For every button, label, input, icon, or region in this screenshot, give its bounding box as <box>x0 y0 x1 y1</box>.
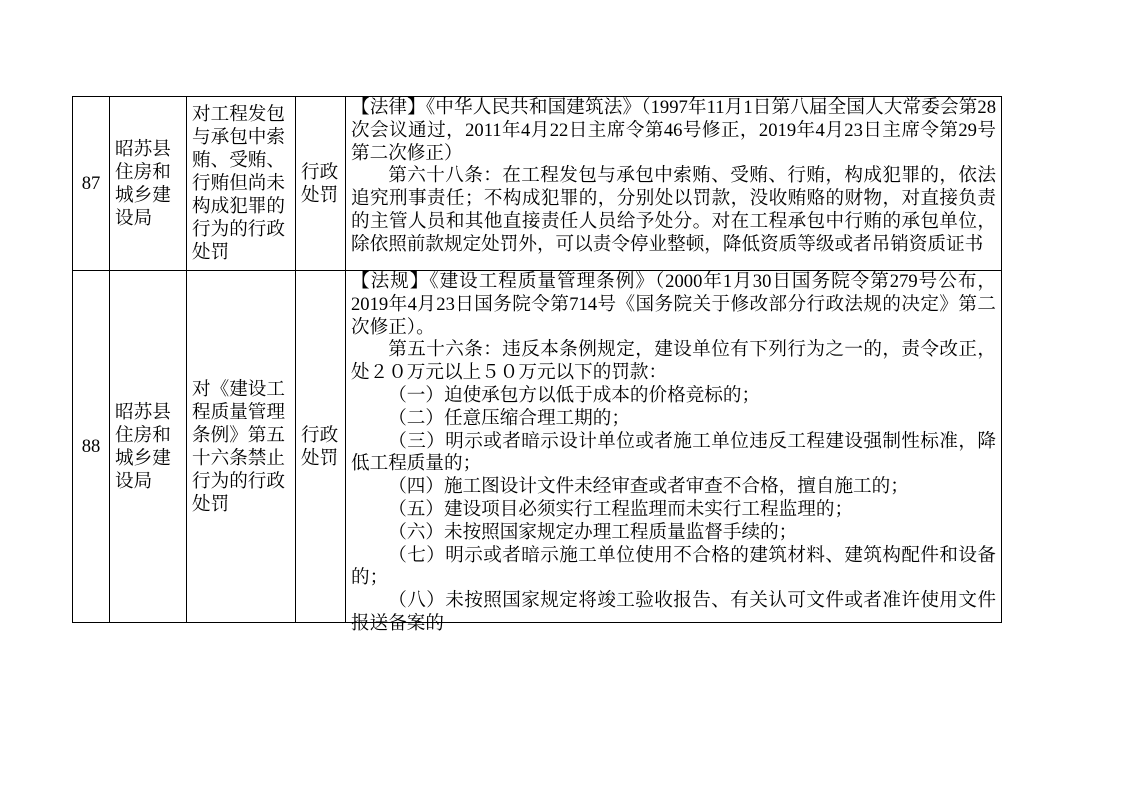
row-number: 88 <box>81 436 101 457</box>
item-name-cell <box>187 271 296 623</box>
category-cell <box>296 271 346 623</box>
category-cell <box>296 97 346 271</box>
legal-basis-citation: 【法律】《中华人民共和国建筑法》（1997年11月1日第八届全国人大常委会第28次会议通过，2011年4月22日主席令第46号修正，2019年4月23日主席令第29号第二次修正） <box>351 97 996 164</box>
category: 行政处罚 <box>301 424 339 469</box>
legal-basis-clause: （一）迫使承包方以低于成本的价格竞标的； <box>388 384 761 406</box>
legal-basis-clause: （四）施工图设计文件未经审查或者审查不合格，擅自施工的； <box>388 476 909 498</box>
item-name: 对工程发包与承包中索贿、受贿、行贿但尚未构成犯罪的行为的行政处罚 <box>192 104 285 263</box>
category: 行政处罚 <box>301 161 339 206</box>
legal-basis-article: 第六十八条：在工程发包与承包中索贿、受贿、行贿，构成犯罪的，依法追究刑事责任；不构成犯罪的，分别处以罚款，没收贿赂的财物，对直接负责的主管人员和其他直接责任人员给予处分。对在工程承包中行贿的承包单位，除依照前款规定处罚外，可以责令停业整顿，降低资质等级或者吊销资质证书 <box>351 165 996 255</box>
legal-basis-clause: （二）任意压缩合理工期的； <box>388 407 630 429</box>
agency-cell <box>110 97 187 271</box>
agency-cell <box>110 271 187 623</box>
penalty-table <box>72 96 1002 634</box>
row-number-cell <box>73 97 110 271</box>
row-number: 87 <box>81 173 101 194</box>
legal-basis-cell <box>346 271 1002 634</box>
legal-basis-cell <box>346 97 1002 271</box>
legal-basis-clause: （三）明示或者暗示设计单位或者施工单位违反工程建设强制性标准，降低工程质量的； <box>351 430 996 475</box>
legal-basis-clause: （七）明示或者暗示施工单位使用不合格的建筑材料、建筑构配件和设备的； <box>351 544 996 589</box>
item-name: 对《建设工程质量管理条例》第五十六条禁止行为的行政处罚 <box>192 378 285 515</box>
legal-basis-clause: （五）建设项目必须实行工程监理而未实行工程监理的； <box>388 498 854 520</box>
agency-name: 昭苏县住房和城乡建设局 <box>115 401 171 492</box>
row-number-cell <box>73 271 110 623</box>
table-row <box>73 97 1002 271</box>
legal-basis-clause: （六）未按照国家规定办理工程质量监督手续的； <box>388 521 798 543</box>
legal-basis-article: 第五十六条：违反本条例规定，建设单位有下列行为之一的，责令改正，处２０万元以上５０万元以下的罚款： <box>351 339 996 384</box>
legal-basis-citation: 【法规】《建设工程质量管理条例》（2000年1月30日国务院令第279号公布，2019年4月23日国务院令第714号《国务院关于修改部分行政法规的决定》第二次修正）。 <box>351 271 996 338</box>
table-row <box>73 271 1002 634</box>
legal-basis-clause: （八）未按照国家规定将竣工验收报告、有关认可文件或者准许使用文件报送备案的 <box>351 590 996 634</box>
item-name-cell <box>187 97 296 271</box>
agency-name: 昭苏县住房和城乡建设局 <box>115 138 171 229</box>
